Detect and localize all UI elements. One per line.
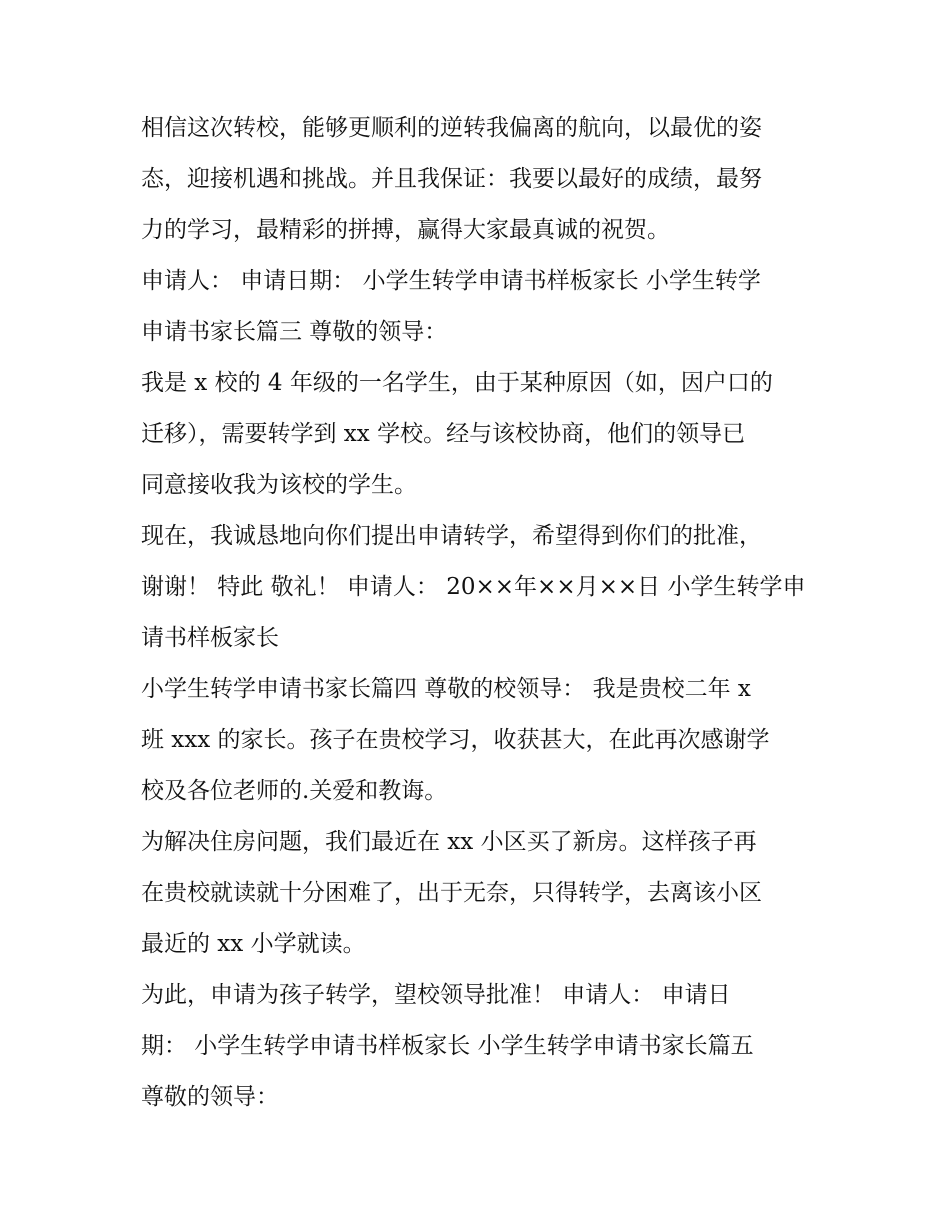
paragraph-student-intro: 我是 x 校的 4 年级的一名学生，由于某种原因（如，因户口的 迁移），需要转学到 xx 学校。经与该校协商，他们的领导已 同意接收我为该校的学生。: [141, 370, 773, 498]
paragraph-housing-reason: 为解决住房问题，我们最近在 xx 小区买了新房。这样孩子再 在贵校就读就十分困难了，出于无奈，只得转学，去离该小区 最近的 xx 小学就读。: [141, 829, 762, 957]
paragraph-applicant-line-1: 申请人： 申请日期： 小学生转学申请书样板家长 小学生转学 申请书家长篇三 尊敬的领导：: [141, 268, 761, 345]
paragraph-request-approval: 现在，我诚恳地向你们提出申请转学，希望得到你们的批准， 谢谢！ 特此 敬礼！ 申请人： 20××年××月××日 小学生转学申 请书样板家长: [141, 523, 806, 651]
paragraph-parent-intro: 小学生转学申请书家长篇四 尊敬的校领导： 我是贵校二年 x 班 xxx 的家长。孩子在贵校学习，收获甚大，在此再次感谢学 校及各位老师的.关爱和教诲。: [141, 676, 770, 804]
paragraph-applicant-line-2: 为此，申请为孩子转学，望校领导批准！ 申请人： 申请日 期： 小学生转学申请书样板家长 小学生转学申请书家长篇五 尊敬的领导：: [141, 982, 754, 1110]
document-body: [141, 103, 813, 1123]
paragraph-transfer-reason: 相信这次转校，能够更顺利的逆转我偏离的航向，以最优的姿 态，迎接机遇和挑战。并且我保证：我要以最好的成绩，最努 力的学习，最精彩的拼搏，赢得大家最真诚的祝贺。: [141, 115, 762, 243]
